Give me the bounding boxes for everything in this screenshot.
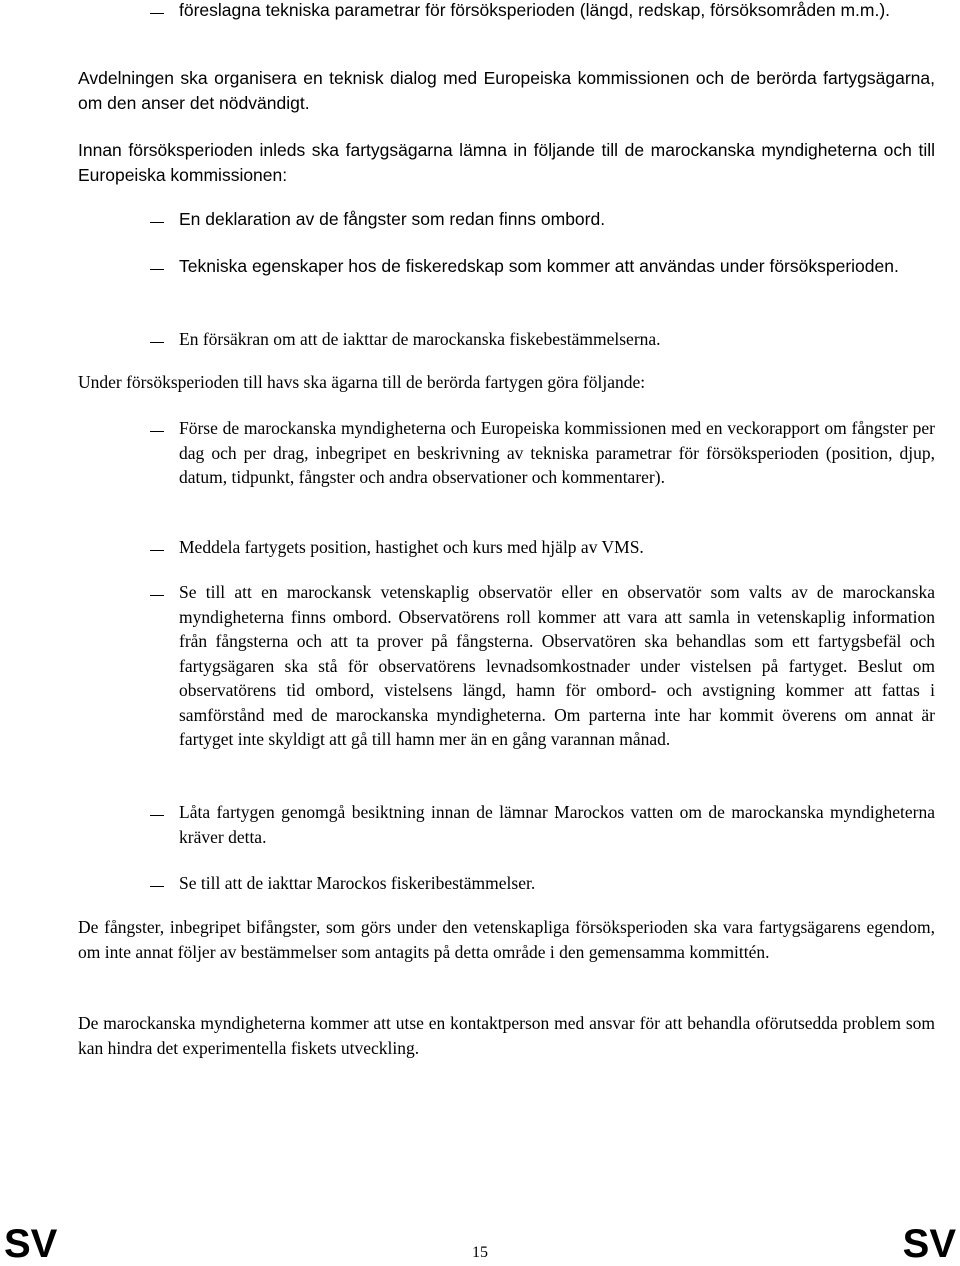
paragraph-catch-ownership: De fångster, inbegripet bifångster, som görs under den vetenskapliga försöksperioden ska vara fartygsägarens egendom, om inte annat följer av bestämmelser som antagits på detta område i den gemensamma kommittén. — [78, 917, 935, 962]
list-dash — [150, 550, 164, 551]
page-number: 15 — [472, 1244, 488, 1261]
paragraph-before-period: Innan försöksperioden inleds ska fartygsägarna lämna in följande till de marockanska myndigheterna och till Europeiska kommissionen: — [78, 140, 935, 185]
list-dash — [150, 13, 164, 14]
list-dash — [150, 222, 164, 223]
list-item-assurance: En försäkran om att de iakttar de marockanska fiskebestämmelserna. — [179, 329, 661, 349]
list-item-continued: föreslagna tekniska parametrar för försöksperioden (längd, redskap, försöksområden m.m.). — [179, 0, 891, 20]
list-dash — [150, 815, 164, 816]
list-dash — [150, 431, 164, 432]
footer-language-right: SV — [902, 1222, 956, 1266]
list-dash — [150, 595, 164, 596]
paragraph-dialog: Avdelningen ska organisera en teknisk dialog med Europeiska kommissionen och de berörda fartygsägarna, om den anser det nödvändigt. — [78, 68, 935, 113]
list-item-inspection: Låta fartygen genomgå besiktning innan de lämnar Marockos vatten om de marockanska myndigheterna kräver detta. — [179, 802, 935, 847]
list-item-vms: Meddela fartygets position, hastighet och kurs med hjälp av VMS. — [179, 537, 644, 557]
list-item-declaration: En deklaration av de fångster som redan finns ombord. — [179, 209, 606, 229]
list-dash — [150, 269, 164, 270]
list-item-gear: Tekniska egenskaper hos de fiskeredskap som kommer att användas under försöksperioden. — [179, 256, 899, 276]
list-item-weekly-report: Förse de marockanska myndigheterna och Europeiska kommissionen med en veckorapport om fångster per dag och per drag, inbegripet en beskrivning av tekniska parametrar för försöksperioden (position, djup, datum, tidpunkt, fångster och andra observationer och kommentarer). — [179, 418, 935, 487]
list-item-regulations: Se till att de iakttar Marockos fiskeribestämmelser. — [179, 873, 536, 893]
list-dash — [150, 342, 164, 343]
paragraph-contact-person: De marockanska myndigheterna kommer att utse en kontaktperson med ansvar för att behandla oförutsedda problem som kan hindra det experimentella fiskets utveckling. — [78, 1013, 935, 1058]
list-dash — [150, 886, 164, 887]
list-item-observer: Se till att en marockansk vetenskaplig observatör eller en observatör som valts av de marockanska myndigheterna finns ombord. Observatörens roll kommer att vara att samla in vetenskaplig information från fångsterna och att ta prover på fångsterna. Observatören ska behandlas som ett fartygsbefäl och fartygsägaren ska stå för observatörens levnadsomkostnader under vistelsen på fartyget. Beslut om observatörens tid ombord, vistelsens längd, hamn för ombord- och avstigning kommer att fattas i samförstånd med de marockanska myndigheterna. Om parterna inte har kommit överens om annat är fartyget inte skyldigt att gå till hamn mer än en gång varannan månad. — [179, 582, 935, 749]
footer-language-left: SV — [4, 1222, 58, 1266]
paragraph-during-period: Under försöksperioden till havs ska ägarna till de berörda fartygen göra följande: — [78, 372, 646, 392]
